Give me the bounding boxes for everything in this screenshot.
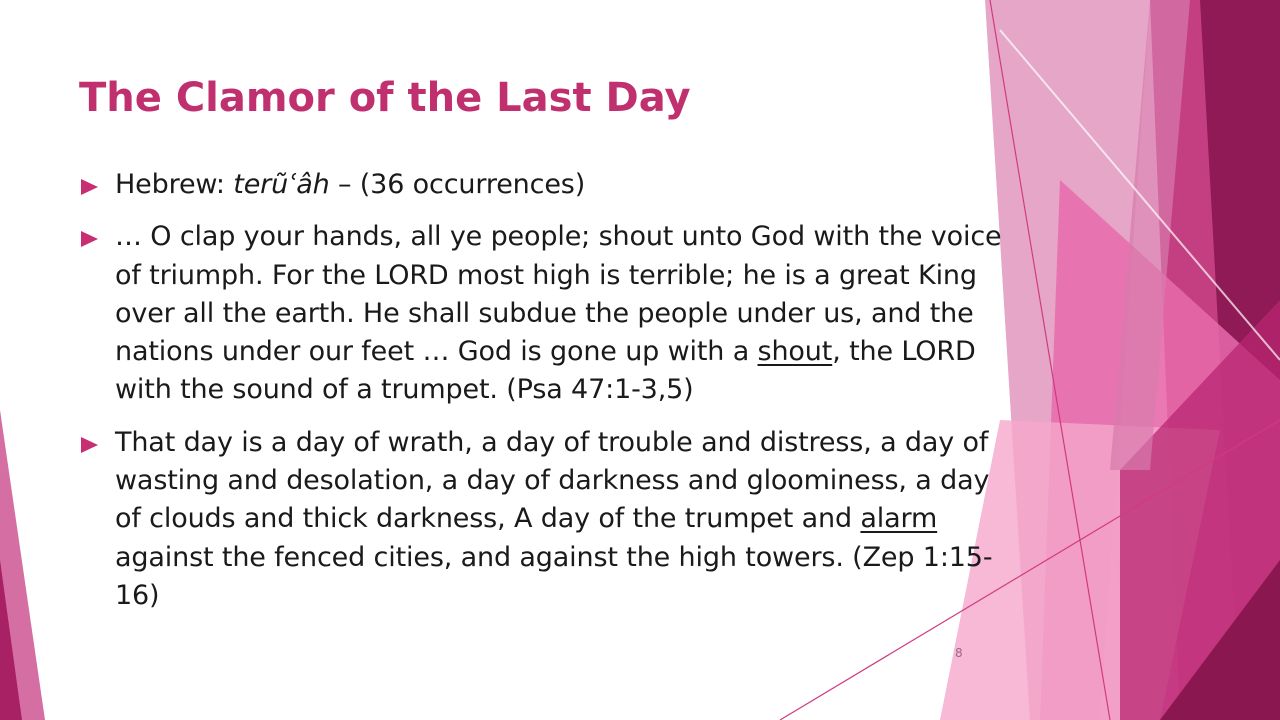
triangle-right-icon <box>81 231 98 247</box>
bullet-text: – (36 occurrences) <box>329 169 586 200</box>
triangle-right-icon <box>81 179 98 195</box>
slide-title: The Clamor of the Last Day <box>79 75 691 121</box>
underlined-word: shout <box>757 336 833 368</box>
bullet-text: … O clap your hands, all ye people; shout unto God with the voice of triumph. For the LORD most high is terrible; he is a great King over all the earth. He shall subdue the people under us, and the nations under our feet … God is gone up with a <box>115 221 1002 368</box>
bullet-item <box>80 424 1005 615</box>
bullet-text: , the LORD with the sound of a trumpet. (Psa 47:1-3,5) <box>115 336 976 406</box>
slide-number: 8 <box>955 646 963 660</box>
bullet-text: Hebrew: <box>115 169 234 200</box>
underlined-word: alarm <box>860 503 938 535</box>
bullet-item <box>80 218 1005 409</box>
bullet-item <box>80 166 1005 204</box>
triangle-right-icon <box>81 437 98 453</box>
hebrew-term: teru͂ʿâh <box>233 169 330 200</box>
bullet-list <box>80 166 1005 629</box>
bullet-text: against the fenced cities, and against the high towers. (Zep 1:15-16) <box>115 541 993 611</box>
bullet-text: That day is a day of wrath, a day of trouble and distress, a day of wasting and desolation, a day of darkness and gloominess, a day of clouds and thick darkness, A day of the trumpet and <box>115 426 990 535</box>
